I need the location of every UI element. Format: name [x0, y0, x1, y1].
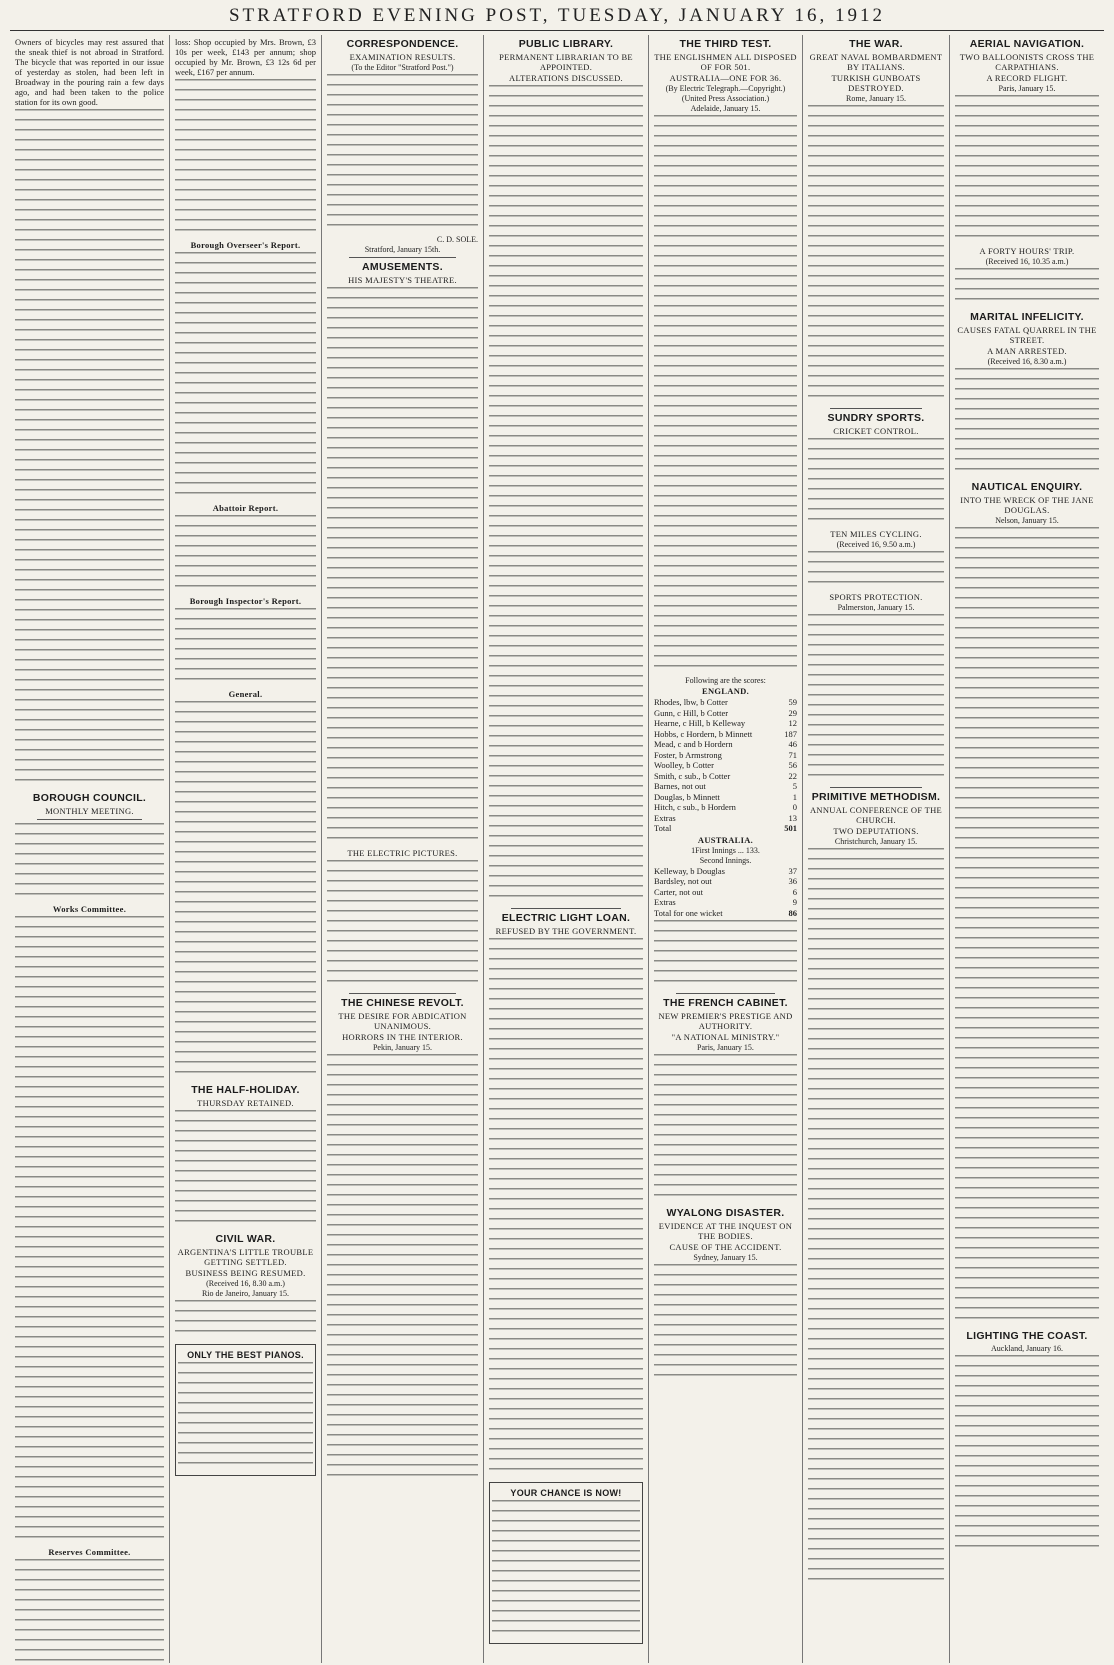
- batsman-score: 59: [788, 697, 797, 707]
- cricket-control-subheading: CRICKET CONTROL.: [833, 426, 919, 436]
- received-note: (Received 16, 10.35 a.m.): [985, 257, 1069, 266]
- inspector-report-subheading: Borough Inspector's Report.: [189, 596, 302, 606]
- article-text: [175, 79, 316, 239]
- received-note: (Received 16, 8.30 a.m.): [987, 357, 1067, 366]
- dateline: Paris, January 15.: [697, 1043, 754, 1052]
- batsman-name: Kelleway, b Douglas: [654, 865, 725, 876]
- french-cabinet-heading: THE FRENCH CABINET.: [663, 997, 788, 1009]
- article-text: [808, 848, 944, 1588]
- divider: [349, 257, 456, 258]
- article-text: [955, 95, 1099, 245]
- librarian-subheading: PERMANENT LIBRARIAN TO BE APPOINTED.: [499, 52, 633, 72]
- letter-signoff: C. D. SOLE.: [436, 235, 478, 244]
- batsman-name: Foster, b Armstrong: [654, 749, 722, 760]
- reserves-committee-subheading: Reserves Committee.: [48, 1547, 131, 1557]
- dateline: Rome, January 15.: [846, 94, 906, 103]
- score-row: [654, 697, 797, 708]
- score-row: [654, 866, 797, 877]
- score-row: [654, 802, 797, 813]
- score-row: [654, 760, 797, 771]
- borough-council-heading: BOROUGH COUNCIL.: [32, 792, 147, 804]
- score-row: [654, 750, 797, 761]
- national-subheading: "A NATIONAL MINISTRY.": [671, 1032, 780, 1042]
- article-text: [15, 1559, 164, 1663]
- divider: [830, 787, 922, 788]
- score-row: [654, 813, 797, 824]
- alterations-subheading: ALTERATIONS DISCUSSED.: [509, 73, 623, 83]
- batsman-score: 36: [788, 876, 797, 886]
- dateline: Christchurch, January 15.: [834, 837, 918, 846]
- to-editor-note: (To the Editor "Stratford Post."): [351, 63, 454, 72]
- received-note: (Received 16, 9.50 a.m.): [836, 540, 916, 549]
- dateline: Auckland, January 16.: [991, 1344, 1063, 1353]
- gunboats-subheading: TURKISH GUNBOATS DESTROYED.: [831, 73, 921, 93]
- lighting-coast-heading: LIGHTING THE COAST.: [966, 1330, 1088, 1342]
- batsman-score: 22: [788, 770, 797, 781]
- england-scorecard: [654, 697, 797, 834]
- england-subheading: ENGLAND.: [701, 686, 750, 696]
- piano-advertisement: [175, 1344, 316, 1476]
- score-row: [654, 708, 797, 719]
- overseer-report-subheading: Borough Overseer's Report.: [190, 240, 301, 250]
- letter-text: [327, 74, 478, 234]
- batsman-name: Hobbs, c Hordern, b Minnett: [654, 728, 753, 739]
- article-text: [327, 1054, 478, 1484]
- electric-pictures-subheading: THE ELECTRIC PICTURES.: [347, 848, 458, 858]
- score-row: [654, 739, 797, 750]
- general-subheading: General.: [228, 689, 263, 699]
- wyalong-heading: WYALONG DISASTER.: [666, 1207, 785, 1219]
- telegraph-note: (By Electric Telegraph.—Copyright.): [665, 84, 786, 93]
- divider: [37, 819, 142, 820]
- works-committee-subheading: Works Committee.: [52, 904, 127, 914]
- advert-text: [492, 1500, 640, 1640]
- batsman-score: 71: [788, 749, 797, 760]
- annual-conference-subheading: ANNUAL CONFERENCE OF THE CHURCH.: [809, 805, 943, 825]
- batsman-score: 9: [792, 897, 797, 907]
- masthead: STRATFORD EVENING POST, TUESDAY, JANUARY 16, 1912: [10, 0, 1104, 31]
- batsman-name: Extras: [654, 897, 676, 907]
- aerial-navigation-heading: AERIAL NAVIGATION.: [969, 38, 1085, 50]
- correspondence-heading: CORRESPONDENCE.: [346, 38, 459, 50]
- column-4: [484, 35, 649, 1663]
- article-text: [808, 438, 944, 528]
- article-text: [175, 515, 316, 595]
- sundry-sports-heading: SUNDRY SPORTS.: [827, 412, 925, 424]
- total-label: Total: [654, 823, 672, 833]
- civil-war-heading: CIVIL WAR.: [215, 1233, 276, 1245]
- article-text: [654, 920, 797, 990]
- dateline: Palmerston, January 15.: [837, 603, 915, 612]
- batsman-name: Extras: [654, 812, 676, 823]
- batsman-name: Mead, c and b Hordern: [654, 739, 733, 749]
- column-2: [170, 35, 322, 1663]
- record-flight-subheading: A RECORD FLIGHT.: [986, 73, 1068, 83]
- second-innings: Second Innings.: [699, 855, 752, 865]
- dateline: Pekin, January 15.: [372, 1043, 433, 1052]
- article-text: [955, 268, 1099, 308]
- australia-subheading: AUSTRALIA—ONE FOR 36.: [669, 73, 782, 83]
- third-test-heading: THE THIRD TEST.: [679, 38, 772, 50]
- article-text: [175, 1300, 316, 1340]
- batsman-score: 56: [788, 760, 797, 770]
- total-label: Total for one wicket: [654, 907, 723, 918]
- total-row: [654, 823, 797, 834]
- bombardment-subheading: GREAT NAVAL BOMBARDMENT BY ITALIANS.: [809, 52, 943, 72]
- chinese-revolt-heading: THE CHINESE REVOLT.: [341, 997, 464, 1009]
- public-library-heading: PUBLIC LIBRARY.: [518, 38, 614, 50]
- article-text: [175, 701, 316, 1081]
- article-text: [654, 1264, 797, 1384]
- dateline: Adelaide, January 15.: [690, 104, 761, 113]
- fatal-quarrel-subheading: CAUSES FATAL QUARREL IN THE STREET.: [957, 325, 1097, 345]
- englishmen-subheading: THE ENGLISHMEN ALL DISPOSED OF FOR 501.: [654, 52, 797, 72]
- batsman-score: 187: [784, 728, 797, 739]
- article-text: [175, 608, 316, 688]
- received-note: (Received 16, 8.30 a.m.): [206, 1279, 285, 1288]
- batsman-name: Carter, not out: [654, 886, 703, 897]
- article-text: [955, 368, 1099, 478]
- batsman-name: Smith, c sub., b Cotter: [654, 770, 731, 781]
- deputations-subheading: TWO DEPUTATIONS.: [833, 826, 919, 836]
- marital-infelicity-heading: MARITAL INFELICITY.: [970, 311, 1084, 323]
- primitive-methodism-heading: PRIMITIVE METHODISM.: [811, 791, 941, 803]
- batsman-score: 0: [792, 802, 797, 812]
- abdication-subheading: THE DESIRE FOR ABDICATION UNANIMOUS.: [338, 1011, 467, 1031]
- press-note: (United Press Association.): [681, 94, 770, 103]
- article-text: [654, 1054, 797, 1204]
- batsman-name: Gunn, c Hill, b Cotter: [654, 707, 729, 718]
- cause-subheading: CAUSE OF THE ACCIDENT.: [669, 1242, 782, 1252]
- batsman-name: Douglas, b Minnett: [654, 791, 720, 802]
- advert-heading: YOUR CHANCE IS NOW!: [510, 1488, 622, 1498]
- column-3: [322, 35, 484, 1663]
- divider: [511, 908, 621, 909]
- half-holiday-heading: THE HALF-HOLIDAY.: [191, 1084, 300, 1096]
- total-value: 501: [784, 823, 797, 833]
- batsman-score: 12: [788, 718, 797, 728]
- score-row: [654, 729, 797, 740]
- score-row: [654, 792, 797, 803]
- article-text: [15, 916, 164, 1546]
- australia-scores-subheading: AUSTRALIA.: [697, 834, 754, 845]
- batsman-score: 13: [788, 812, 797, 823]
- batsman-name: Hearne, c Hill, b Kelleway: [654, 718, 746, 728]
- article-text: [955, 1355, 1099, 1555]
- article-text: [15, 823, 164, 903]
- batsman-score: 5: [792, 781, 797, 791]
- dateline: Rio de Janeiro, January 15.: [201, 1289, 290, 1298]
- advert-heading: ONLY THE BEST PIANOS.: [187, 1350, 304, 1360]
- batsman-score: 37: [788, 865, 797, 876]
- ten-miles-subheading: TEN MILES CYCLING.: [830, 529, 922, 539]
- man-arrested-subheading: A MAN ARRESTED.: [987, 346, 1067, 356]
- bicycle-paragraph: Owners of bicycles may rest assured that the sneak thief is not abroad in Stratford. The bicycle that was reported in our issue of yesterday as stolen, had been left in Broadway in the pouring rain a few days ago, and had been taken to the police station for its own good.: [15, 37, 164, 107]
- score-row: [654, 897, 797, 908]
- intro-paragraph: loss: Shop occupied by Mrs. Brown, £3 10s per week, £143 per annum; shop occupied by Mr. Brown, £3 12s 6d per week, £167 per annum.: [175, 37, 316, 77]
- total-row: [654, 908, 797, 919]
- premier-subheading: NEW PREMIER'S PRESTIGE AND AUTHORITY.: [658, 1011, 793, 1031]
- score-row: [654, 887, 797, 898]
- article-text: [175, 252, 316, 502]
- column-5: [649, 35, 803, 1663]
- australia-scorecard: [654, 866, 797, 919]
- column-6: [803, 35, 950, 1663]
- divider: [676, 993, 775, 994]
- first-innings: 1First Innings ... 133.: [691, 845, 760, 855]
- batsman-score: 6: [792, 886, 797, 897]
- article-text: [489, 85, 643, 905]
- divider: [830, 408, 922, 409]
- batsman-score: 46: [788, 739, 797, 749]
- batsman-score: 1: [792, 791, 797, 802]
- article-text: [175, 1110, 316, 1230]
- batsman-name: Hitch, c sub., b Hordern: [654, 802, 736, 812]
- dateline: Sydney, January 15.: [693, 1253, 758, 1262]
- batsman-name: Rhodes, lbw, b Cotter: [654, 697, 728, 707]
- chance-advertisement: [489, 1482, 643, 1644]
- electric-light-heading: ELECTRIC LIGHT LOAN.: [501, 912, 631, 924]
- batsman-name: Barnes, not out: [654, 781, 706, 791]
- horrors-subheading: HORRORS IN THE INTERIOR.: [342, 1032, 463, 1042]
- total-value: 86: [788, 907, 797, 918]
- article-text: [808, 551, 944, 591]
- column-7: [950, 35, 1104, 1663]
- thursday-retained-subheading: THURSDAY RETAINED.: [197, 1098, 294, 1108]
- dateline: Paris, January 15.: [998, 84, 1056, 93]
- columns: [10, 35, 1104, 1663]
- score-row: [654, 876, 797, 887]
- article-text: [808, 105, 944, 405]
- business-subheading: BUSINESS BEING RESUMED.: [185, 1268, 306, 1278]
- inquest-subheading: EVIDENCE AT THE INQUEST ON THE BODIES.: [658, 1221, 793, 1241]
- column-1: [10, 35, 170, 1663]
- balloonists-subheading: TWO BALLOONISTS CROSS THE CARPATHIANS.: [959, 52, 1095, 72]
- score-row: [654, 718, 797, 729]
- nautical-enquiry-heading: NAUTICAL ENQUIRY.: [971, 481, 1083, 493]
- batsman-score: 29: [788, 707, 797, 718]
- article-text: [15, 109, 164, 789]
- sports-protection-subheading: SPORTS PROTECTION.: [829, 592, 923, 602]
- amusements-heading: AMUSEMENTS.: [362, 261, 443, 273]
- argentina-subheading: ARGENTINA'S LITTLE TROUBLE GETTING SETTLED.: [177, 1247, 314, 1267]
- article-text: [955, 527, 1099, 1327]
- advert-text: [178, 1362, 313, 1472]
- war-heading: THE WAR.: [849, 38, 903, 50]
- abattoir-report-subheading: Abattoir Report.: [212, 503, 279, 513]
- exam-results-subheading: EXAMINATION RESULTS.: [349, 52, 456, 62]
- score-row: [654, 781, 797, 792]
- article-text: [327, 287, 478, 847]
- article-text: [327, 860, 478, 990]
- article-text: [654, 115, 797, 675]
- theatre-subheading: HIS MAJESTY'S THEATRE.: [348, 275, 457, 285]
- scores-intro: Following are the scores:: [685, 676, 766, 685]
- monthly-meeting-subheading: MONTHLY MEETING.: [45, 806, 134, 816]
- score-row: [654, 771, 797, 782]
- article-text: [489, 938, 643, 1478]
- dateline: Nelson, January 15.: [995, 516, 1059, 525]
- batsman-name: Bardsley, not out: [654, 876, 712, 886]
- refused-subheading: REFUSED BY THE GOVERNMENT.: [495, 926, 637, 936]
- article-text: [808, 614, 944, 784]
- divider: [349, 993, 456, 994]
- forty-hours-subheading: A FORTY HOURS' TRIP.: [979, 246, 1075, 256]
- wreck-subheading: INTO THE WRECK OF THE JANE DOUGLAS.: [960, 495, 1094, 515]
- letter-dateline: Stratford, January 15th.: [364, 245, 441, 254]
- batsman-name: Woolley, b Cotter: [654, 760, 714, 770]
